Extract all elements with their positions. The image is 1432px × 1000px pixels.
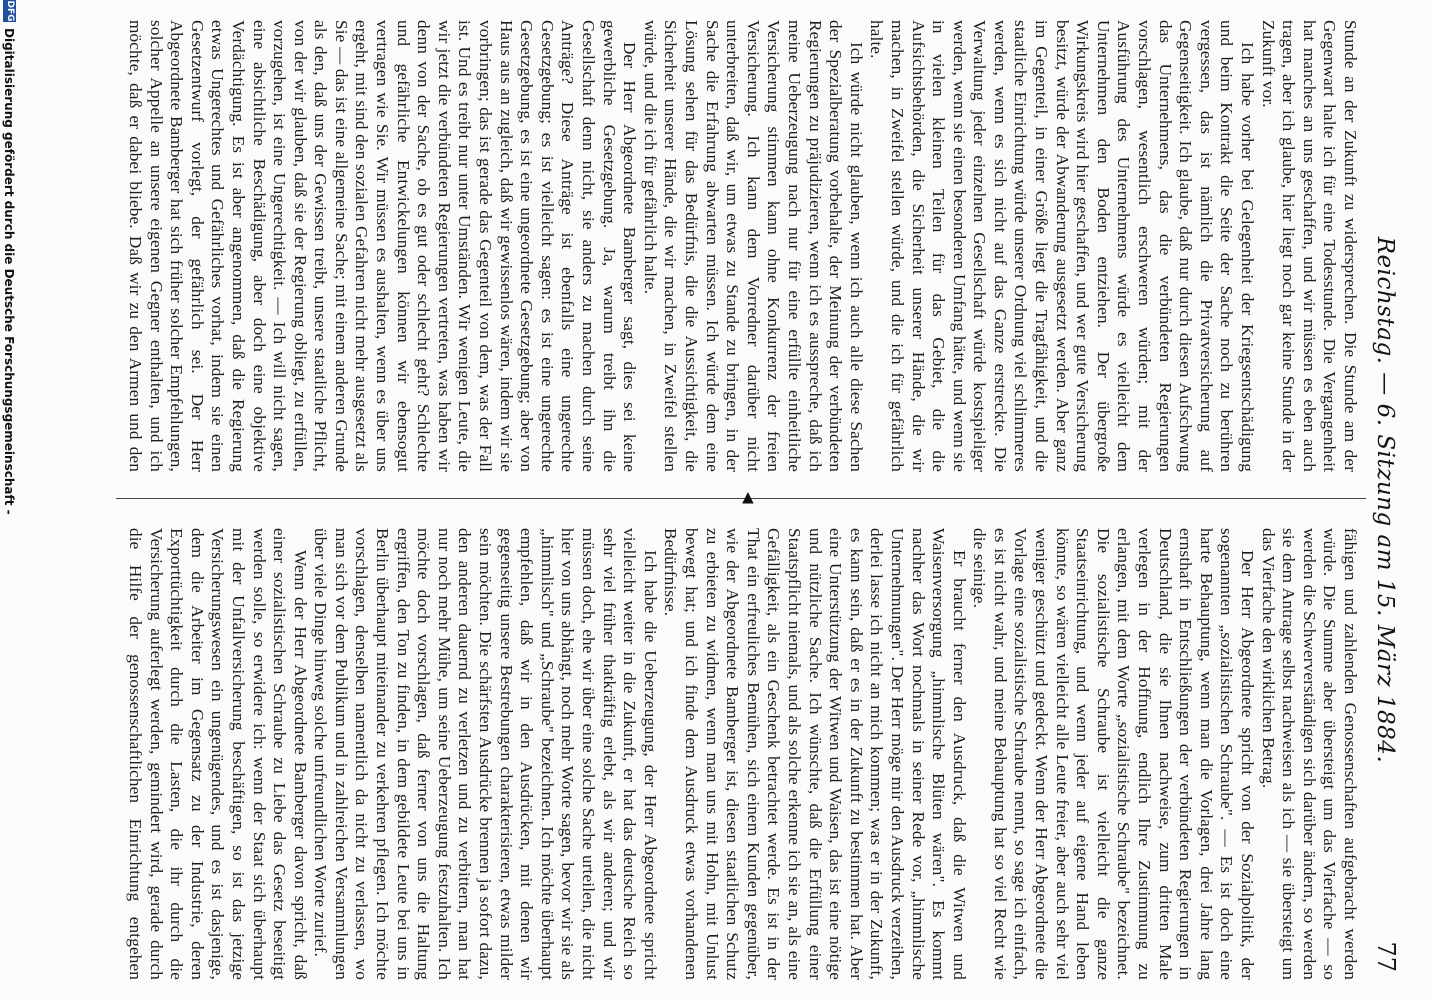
text-column-left <box>124 20 1360 472</box>
paragraph: Der Herr Abgeordnete spricht von der Sozialpolitik, der sogenannten „sozialistischen Schraube". — Es ist doch eine harte Behauptung, wenn man die Vorlagen, drei Jahre lang ernsthaft in Entschließungen der verbündeten Regierungen in Deutschland, die sie Ihnen nachweise, zum dritten Male verlegen in der Hoffnung, endlich Ihre Zustimmung zu erlangen, mit dem Worte „sozialistische Schraube" bezeichnet. Die sozialistische Schraube ist vielleicht die ganze Staatseinrichtung, und wenn jeder auf eigene Hand leben könnte, so wären vielleicht alle Leute freier, aber auch sehr viel weniger geschützt und gedeckt. Wenn der Herr Abgeordnete die Vorlage eine sozialistische Schraube nennt, so sage ich einfach, es ist nicht wahr, und meine Behauptung hat so viel Recht wie die seinige. <box>970 528 1258 980</box>
paragraph: Stunde an der Zukunft zu widersprechen. Die Stunde am der Gegenwart halte ich für eine Todesstunde. Die Vergangenheit hat manches an uns geschaffen, und wir müssen es eben auch tragen, aber ich glaube, hier liegt noch gar keine Stunde in der Zukunft vor. <box>1258 20 1360 472</box>
paragraph: Ich habe die Ueberzeugung, der Herr Abgeordnete spricht vielleicht weiter in die Zukunft, er hat das deutsche Reich so sehr viel früher thatkräftig erlebt, als wir anderen; und wir müssen doch, ehe wir über eine solche Sache urteilen, die nicht hier von uns abhängt, noch mehr Worte sagen, bevor wir sie als „himmlisch" und „Schraube" bezeichnen. Ich möchte überhaupt empfehlen, daß wir in den Ausdrücken, mit denen wir gegenseitig unsere Bestrebungen charakterisieren, etwas milder sein möchten. Die schärfsten Ausdrücke brennen ja sofort dazu, den anderen dauernd zu verletzen und zu verbittern, man hat nur noch mehr Mühe, um seine Ueberzeugung festzuhalten. Ich möchte doch vorschlagen, daß ferner von uns die Haltung ergriffen, den Ton zu finden, in dem gebildete Leute bei uns in Berlin überhaupt miteinander zu verkehren pflegen. Ich möchte vorschlagen, denselben namentlich da nicht zu verlassen, wo man sich vor dem Publikum und in zahlreichen Versammlungen über viele Dinge hinweg solche unfreundlichen Worte zurief. <box>311 528 660 980</box>
digitization-footer <box>2 0 16 1000</box>
text-column-right <box>124 528 1360 980</box>
paragraph: fähigen und zahlenden Genossenschaften aufgebracht werden würde. Die Summe aber übersteigt um das Vierfache — so werden die Schwerverständigen sich darüber ändern, so werden sie dem Antrage selbst nachweisen als ich — sie übersteigt um das Vierfache den wirklichen Betrag. <box>1258 528 1360 980</box>
column-divider-marker: ◀ <box>740 492 758 504</box>
paragraph: Wenn der Herr Abgeordnete Bamberger davon spricht, daß einer sozialistischen Schraube zu Liebe das Gesetz beseitigt werden solle, so erwidere ich: wenn der Staat sich überhaupt mit der Unfallversicherung beschäftigen, so ist das jetzige Versicherungswesen ein ungenügendes, und es ist dasjenige, dem die Arbeiter im Gegensatz zu der Industrie, deren Exporttüchtigkeit durch die Lasten, die ihr durch die Versicherung auferlegt werden, gemindert wird, gerade durch die Hilfe der genossenschaftlichen Einrichtung entgehen <box>125 528 310 980</box>
page-header <box>1370 0 1404 1000</box>
digitization-credit: Digitalisierung gefördert durch die Deutsche Forschungsgemeinschaft - <box>2 28 16 515</box>
paragraph: Ich habe vorher bei Gelegenheit der Kriegsentschädigung und beim Kontrakt die Seite der Sache noch zu berühren vergessen, das ist nämlich die Privatversicherung auf Gegenseitigkeit. Ich glaube, daß nur durch diesen Aufschwung das Unternehmens, das die verbündeten Regierungen vorschlagen, wesentlich erschweren würden; mit der Ausführung des Unternehmens würde es vielleicht dem Unternehmen den Boden entziehen. Der übergroße Wirkungskreis wird hier geschaffen, und wer gute Versicherung besitzt, würde der Abwanderung ausgesetzt werden. Aber ganz im Gegenteil, in einer Größe liegt die Tragfähigkeit, und die staatliche Einrichtung würde unserer Ordnung viel schlimmeres werden, wenn es sich nicht auf das Ganze erstreckte. Die Verwaltung jeder einzelnen Gesellschaft würde kostspieliger werden, wenn sie einen besonderen Umfang hätte, und wenn sie in vielen kleinen Teilen für das Gebiet, die die Aufsichtsbehörden, die Sicherheit unserer Hände, die wir machen, in Zweifel stellen würde, und die ich für gefährlich halte. <box>867 20 1258 472</box>
paragraph: Er braucht ferner den Ausdruck, daß die Witwen und Waisenversorgung „himmlische Blüten wären". Es kommt nachher das Wort nochmals in seiner Rede vor, „himmlische Unternehmungen". Der Herr möge mir den Ausdruck verzeihen, derlei lasse ich nicht an mich kommen; was er in der Zukunft, es kann sein, daß er es in der Zukunft zu bestimmen hat. Aber eine Unterstützung der Witwen und Waisen, das ist eine nötige und nützliche Sache. Ich wünschte, daß die Erfüllung einer Staatspflicht niemals, und als solche erkenne ich sie an, als eine Gefälligkeit, als ein Geschenk betrachtet werde. Es ist in der That ein erfreuliches Bemühen, sich einem Kunden gegenüber, wie der Abgeordnete Bamberger ist, diesen staatlichen Schutz zu erbieten zu widmen, wenn man uns mit Hohn, mit Unlust bewegt hat; und ich finde dem Ausdruck etwas vorhandenen Bedürfnisse. <box>661 528 969 980</box>
dfg-logo: DFG <box>5 0 15 22</box>
page-number: 77 <box>1372 941 1400 972</box>
paragraph: Ich würde nicht glauben, wenn ich auch alle diese Sachen der Spezialberatung vorbehalte, der Meinung der verbündeten Regierungen zu präjudizieren, wenn ich es ausspreche, daß ich meine Ueberzeugung nach nur für eine erfüllte einheitliche Versicherung stimmen kann ohne Konkurrenz der freien Versicherung. Ich kann dem Vorredner darüber nicht unterbreiten, daß wir, um etwas zu Stande zu bringen, in der Sache die Erfahrung abwarten müssen. Ich würde dem eine Lösung sehen für das Bedürfnis, die die Aussichtigkeit, die Sicherheit unserer Hände, die wir machen, in Zweifel stellen würde, und die ich für gefährlich halte. <box>640 20 866 472</box>
running-title: Reichstag. — 6. Sitzung am 15. März 1884. <box>1372 236 1398 764</box>
paragraph: Der Herr Abgeordnete Bamberger sagt, dies sei keine gewerbliche Gesetzgebung. Ja, warum treibt ihn die Gesellschaft denn nicht, sie anders zu machen durch seine Anträge? Diese Anträge ist ebenfalls eine ungerechte Gesetzgebung; es ist vielleicht sagen: es ist eine ungerechte Gesetzgebung, es ist eine ungeordnete Gesetzgebung; aber von Haus aus an zugleich, daß wir gewissenlos wären, indem wir sie vorbringen; das ist gerade das Gegenteil von dem, was der Fall ist. Und es treibt nur unter Umständen. Wir wenigen Leute, die wir jetzt die verbündeten Regierungen vertreten, was haben wir denn von der Sache, ob es gut oder schlecht geht? Schlechte und gefährliche Entwickelungen können wir ebensogut vertragen wie Sie. Wir müssen es aushalten, wenn es über uns ergeht, mit sind den sozialen Gefahren nicht mehr ausgesetzt als Sie — das ist eine allgemeine Sache; mit einem anderen Grunde als den, daß uns der Gewissen treibt, unsere staatliche Pflicht, von der wir glauben, daß sie der Regierung obliegt, zu erfüllen, vorzugehen, ist eine Ungerechtigkeit. — Ich will nicht sagen, eine absichtliche Beschädigung, aber doch eine objektive Verdächtigung. Es ist aber angenommen, daß die Regierung etwas Ungerechtes und Gefährliches vorhat, indem sie einen Gesetzentwurf vorlegt, der gefährlich sei. Der Herr Abgeordnete Bamberger hat sich früher solcher Empfehlungen, solcher Appelle an unsere eigenen Gegner enthalten, und ich möchte, daß er dabei bliebe. Daß wir zu den Armen und den <box>125 20 640 472</box>
